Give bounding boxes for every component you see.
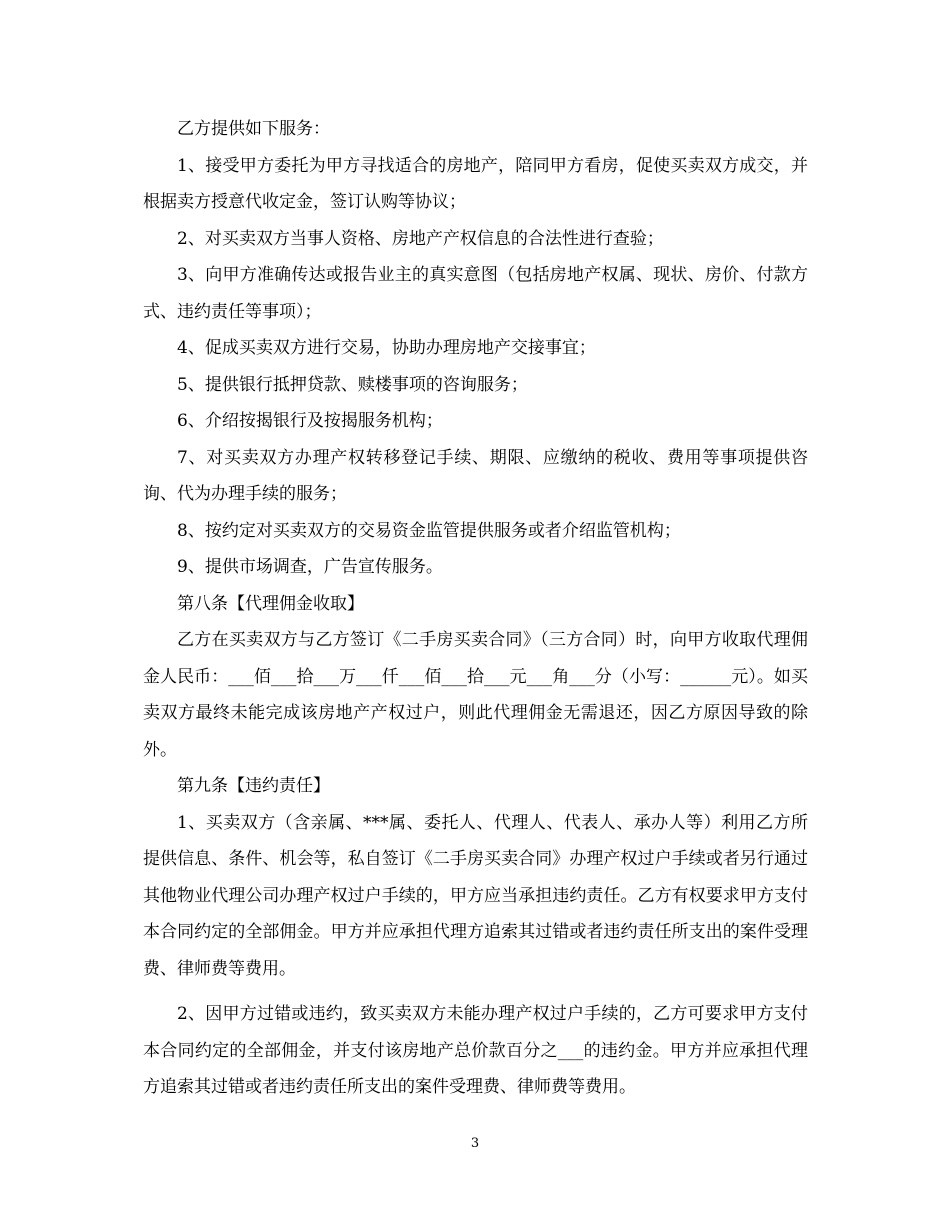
service-item-3: 3、向甲方准确传达或报告业主的真实意图（包括房地产权属、现状、房价、付款方式、违约责任等事项）； <box>143 265 808 322</box>
page-number: 3 <box>470 1136 480 1151</box>
service-item-6: 6、介绍按揭银行及按揭服务机构； <box>177 411 443 431</box>
service-item-7: 7、对买卖双方办理产权转移登记手续、期限、应缴纳的税收、费用等事项提供咨询、代为办理手续的服务； <box>143 447 808 504</box>
liability-item-2: 2、因甲方过错或违约，致买卖双方未能办理产权过户手续的，乙方可要求甲方支付本合同约定的全部佣金，并支付该房地产总价款百分之___的违约金。甲方并应承担代理方追索其过错或者违约责任所支出的案件受理费、律师费等费用。 <box>143 1004 808 1097</box>
service-item-2: 2、对买卖双方当事人资格、房地产产权信息的合法性进行查验； <box>177 228 664 249</box>
document-body <box>143 111 808 1106</box>
intro-paragraph: 乙方提供如下服务： <box>177 119 330 139</box>
service-item-9: 9、提供市场调查，广告宣传服务。 <box>177 557 443 577</box>
service-item-5: 5、提供银行抵押贷款、赎楼事项的咨询服务； <box>177 374 528 395</box>
article-8-heading: 第八条【代理佣金收取】 <box>177 593 364 614</box>
service-item-4: 4、促成买卖双方进行交易，协助办理房地产交接事宜； <box>177 338 596 358</box>
service-item-8: 8、按约定对买卖双方的交易资金监管提供服务或者介绍监管机构； <box>177 520 681 541</box>
article-9-heading: 第九条【违约责任】 <box>177 776 330 796</box>
liability-item-1: 1、买卖双方（含亲属、***属、委托人、代理人、代表人、承办人等）利用乙方所提供信息、条件、机会等，私自签订《二手房买卖合同》办理产权过户手续或者另行通过其他物业代理公司办理产权过户手续的，甲方应当承担违约责任。乙方有权要求甲方支付本合同约定的全部佣金。甲方并应承担代理方追索其过错或者违约责任所支出的案件受理费、律师费等费用。 <box>143 812 808 979</box>
service-item-1: 1、接受甲方委托为甲方寻找适合的房地产，陪同甲方看房，促使买卖双方成交，并根据卖方授意代收定金，签订认购等协议； <box>143 155 808 212</box>
article-8-body: 乙方在买卖双方与乙方签订《二手房买卖合同》（三方合同）时，向甲方收取代理佣金人民币：___佰___拾___万___仟___佰___拾___元___角___分（小写：______元）。如买卖双方最终未能完成该房地产产权过户，则此代理佣金无需退还，因乙方原因导致的除外。 <box>143 630 808 760</box>
